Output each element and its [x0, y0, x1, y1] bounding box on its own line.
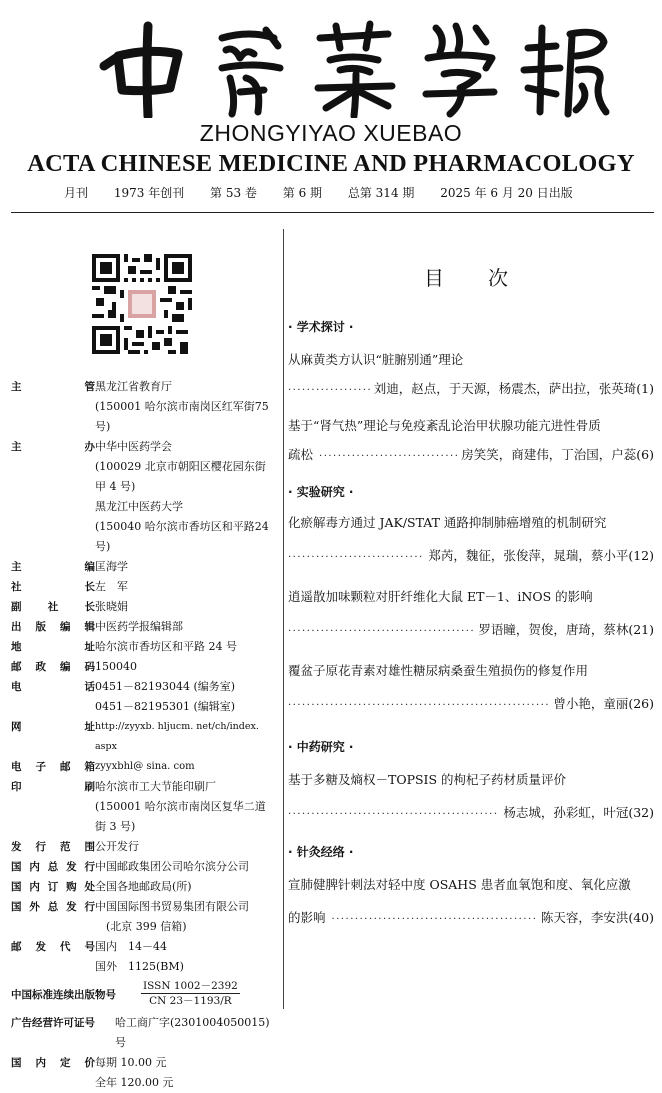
toc-article-title: 从麻黄类方认识“脏腑别通”理论: [288, 352, 464, 367]
website-link[interactable]: http://zyyxb. hljucm. net/ch/index. aspx: [95, 721, 259, 752]
info-value: 黑龙江中医药大学: [95, 500, 183, 513]
info-label: 发 行 范 围: [11, 841, 95, 853]
info-value: 国外 1125(BM): [95, 960, 184, 973]
info-value: 150040: [95, 660, 137, 673]
journal-english-title: ACTA CHINESE MEDICINE AND PHARMACOLOGY: [27, 150, 635, 177]
toc-section-heading: · 中药研究 ·: [288, 740, 354, 754]
info-label: 主 编: [11, 561, 95, 573]
info-label: 国 内 订 购 处: [11, 881, 95, 893]
info-value: 甲 4 号): [95, 480, 136, 493]
info-row-distribution-scope: [11, 837, 279, 857]
leader-dots: [288, 692, 549, 720]
info-label: 广告经营许可证号: [11, 1017, 95, 1029]
info-value: 中华中医药学会: [95, 440, 172, 453]
info-label: 主 管: [11, 381, 95, 393]
toc-article-title: 宣肺健脾针刺法对轻中度 OSAHS 患者血氧饱和度、氧化应激: [288, 877, 631, 892]
info-value: 全国各地邮政局(所): [95, 880, 192, 893]
leader-dots: [319, 443, 457, 471]
info-value: 中医药学报编辑部: [95, 620, 183, 633]
toc-article-authors: 陈天容，李安洪(40): [540, 910, 654, 925]
info-label: 中国标准连续出版物号: [11, 989, 116, 1001]
leader-dots: [288, 377, 370, 405]
info-row-sponsor: [11, 437, 279, 557]
issue-total: 总第 314 期: [347, 186, 415, 200]
info-row-supervisor: [11, 377, 279, 437]
info-row-domestic-distributor: [11, 857, 279, 877]
issue-volume: 第 53 卷: [210, 186, 257, 200]
toc-section-heading: · 实验研究 ·: [288, 485, 354, 499]
leader-dots: [288, 801, 499, 829]
info-value: 0451－82193044 (编务室): [95, 680, 236, 693]
issn-cn-number: [141, 979, 240, 1008]
info-value: (150001 哈尔滨市南岗区复华二道: [95, 800, 266, 813]
info-row-president: [11, 577, 279, 597]
info-label: 网 址: [11, 721, 95, 733]
info-row-postcode: [11, 657, 279, 677]
leader-dots: [288, 618, 474, 646]
info-row-address: [11, 637, 279, 657]
info-row-printer: [11, 777, 279, 837]
toc-article-title: 基于多糖及熵权－TOPSIS 的枸杞子药材质量评价: [288, 772, 567, 787]
toc-article-authors: 罗语瞳，贺俊，唐琦，蔡林(21): [478, 622, 654, 637]
toc-article-authors: 郑芮，魏征，张俊萍，晁瑞，蔡小平(12): [428, 548, 654, 563]
toc-article[interactable]: [288, 345, 654, 405]
toc-article-title-cont: 的影响: [288, 910, 326, 925]
info-row-price: [11, 1053, 279, 1093]
info-row-foreign-distributor: [11, 897, 279, 937]
toc-article[interactable]: [288, 508, 654, 572]
info-label: 电 话: [11, 681, 95, 693]
info-value: (100029 北京市朝阳区樱花园东街: [95, 460, 266, 473]
info-label: 国 外 总 发 行: [11, 901, 95, 913]
info-value: 张晓娟: [95, 600, 128, 613]
info-value: 全年 120.00 元: [95, 1076, 174, 1089]
toc-article[interactable]: [288, 582, 654, 646]
info-value: (150001 哈尔滨市南岗区红军街75号): [95, 400, 269, 433]
toc-article-title: 基于“肾气热”理论与免疫紊乱论治甲状腺功能亢进性骨质: [288, 418, 601, 433]
info-row-ad-license: [11, 1013, 279, 1053]
info-value: (北京 399 信箱): [95, 920, 187, 933]
info-value: (150040 哈尔滨市香坊区和平路24号): [95, 520, 269, 553]
issue-frequency: 月刊: [64, 186, 89, 200]
header-divider: [11, 212, 654, 213]
leader-dots: [288, 544, 424, 572]
table-of-contents: [288, 318, 654, 934]
info-label: 电 子 邮 箱: [11, 761, 95, 773]
info-label: 国 内 定 价: [11, 1057, 95, 1069]
toc-article-authors: 刘迪，赵点，于天源，杨震杰，萨出拉，张英琦(1): [373, 381, 654, 396]
info-row-phone: [11, 677, 279, 717]
toc-article-title: 覆盆子原花青素对雄性糖尿病桑蚕生殖损伤的修复作用: [288, 663, 589, 678]
info-row-postal-code: [11, 937, 279, 977]
info-value: 中国邮政集团公司哈尔滨分公司: [95, 860, 249, 873]
toc-article[interactable]: [288, 411, 654, 471]
email-link[interactable]: zyyxbhl@ sina. com: [95, 761, 195, 772]
toc-article-title: 逍遥散加味颗粒对肝纤维化大鼠 ET－1、iNOS 的影响: [288, 589, 593, 604]
info-row-domestic-subscription: [11, 877, 279, 897]
info-row-vice-president: [11, 597, 279, 617]
info-value: 哈工商广字(2301004050015)号: [115, 1016, 270, 1049]
leader-dots: [332, 906, 537, 934]
info-value: 公开发行: [95, 840, 139, 853]
info-row-publisher: [11, 617, 279, 637]
info-value: 国内 14－44: [95, 940, 167, 953]
journal-calligraphy-logo: [0, 8, 662, 118]
toc-article-authors: 曾小艳，童丽(26): [553, 696, 654, 711]
info-value: 黑龙江省教育厅: [95, 380, 172, 393]
issue-info-line: [64, 184, 573, 201]
toc-title: 目次: [424, 266, 552, 290]
info-label: 出 版 编 辑: [11, 621, 95, 633]
toc-section-heading: · 针灸经络 ·: [288, 845, 354, 859]
cn-number: CN 23－1193/R: [149, 995, 232, 1007]
toc-article[interactable]: [288, 765, 654, 829]
publication-info: [11, 377, 279, 1093]
info-value: 左 军: [95, 580, 128, 593]
toc-article-authors: 杨志城，孙彩虹，叶冠(32): [503, 805, 654, 820]
journal-pinyin-title: ZHONGYIYAO XUEBAO: [199, 120, 463, 146]
issue-founded: 1973 年创刊: [113, 186, 185, 200]
info-label: 邮 政 编 码: [11, 661, 95, 673]
info-label: 地 址: [11, 641, 95, 653]
info-value: 中国国际图书贸易集团有限公司: [95, 900, 249, 913]
info-row-editor: [11, 557, 279, 577]
issue-date: 2025 年 6 月 20 日出版: [440, 186, 573, 200]
info-label: 主 办: [11, 441, 95, 453]
qr-code: [92, 254, 192, 354]
info-row-website: [11, 717, 279, 757]
info-label: 副 社 长: [11, 601, 95, 613]
info-label: 印 刷: [11, 781, 95, 793]
info-label: 国 内 总 发 行: [11, 861, 95, 873]
toc-article-title: 化瘀解毒方通过 JAK/STAT 通路抑制肺癌增殖的机制研究: [288, 515, 607, 530]
info-label: 邮 发 代 号: [11, 941, 95, 953]
toc-article[interactable]: [288, 870, 654, 934]
info-label: 社 长: [11, 581, 95, 593]
toc-article[interactable]: [288, 656, 654, 720]
issn-number: ISSN 1002－2392: [143, 980, 238, 992]
info-value: 0451－82195301 (编辑室): [95, 700, 236, 713]
info-row-issn: [11, 979, 279, 1011]
info-value: 每期 10.00 元: [95, 1056, 167, 1069]
info-row-email: [11, 757, 279, 777]
column-divider: [283, 229, 284, 1009]
toc-article-authors: 房笑笑，商建伟，丁治国，户蕊(6): [461, 447, 654, 462]
info-value: 哈尔滨市工大节能印刷厂: [95, 780, 216, 793]
info-value: 匡海学: [95, 560, 128, 573]
toc-section-heading: · 学术探讨 ·: [288, 320, 354, 334]
info-value: 街 3 号): [95, 820, 136, 833]
issue-number: 第 6 期: [282, 186, 323, 200]
toc-article-title-cont: 疏松: [288, 447, 314, 462]
info-value: 哈尔滨市香坊区和平路 24 号: [95, 640, 237, 653]
